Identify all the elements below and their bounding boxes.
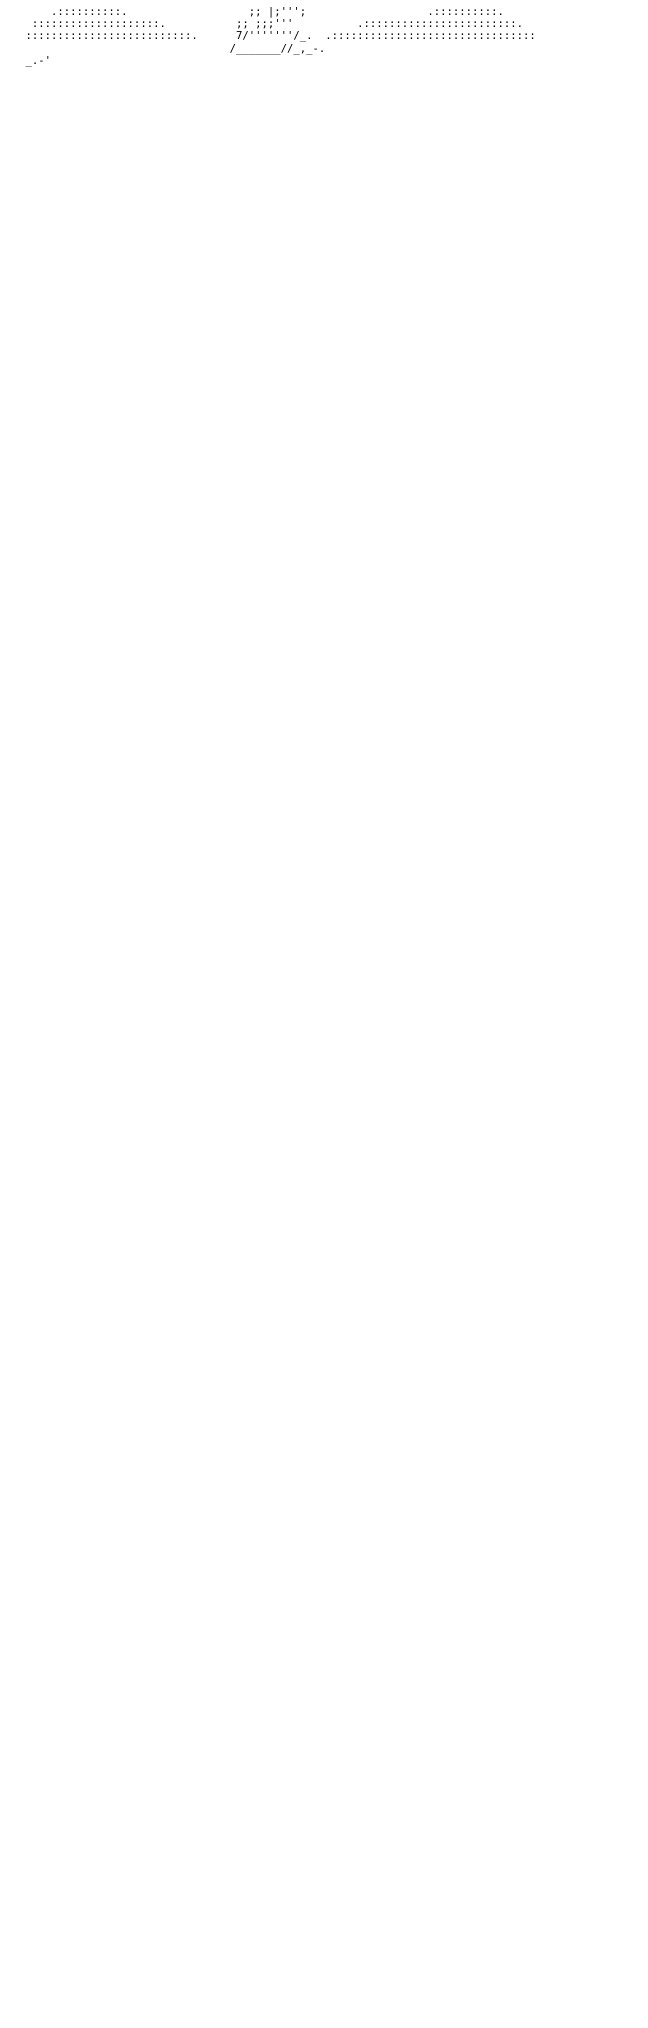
ascii-emblem-top: .::::::::::. ;; |;'''; .::::::::::. ::::::::::::::::::::. ;; ;;;''' .::::::::::::::::::::::::. ::::::::::::::::::::::::::. 7/'''''''/_. .:::::::::::::::::::::::::::::::: /_______//_,_-. _.-'	[25, 6, 536, 67]
